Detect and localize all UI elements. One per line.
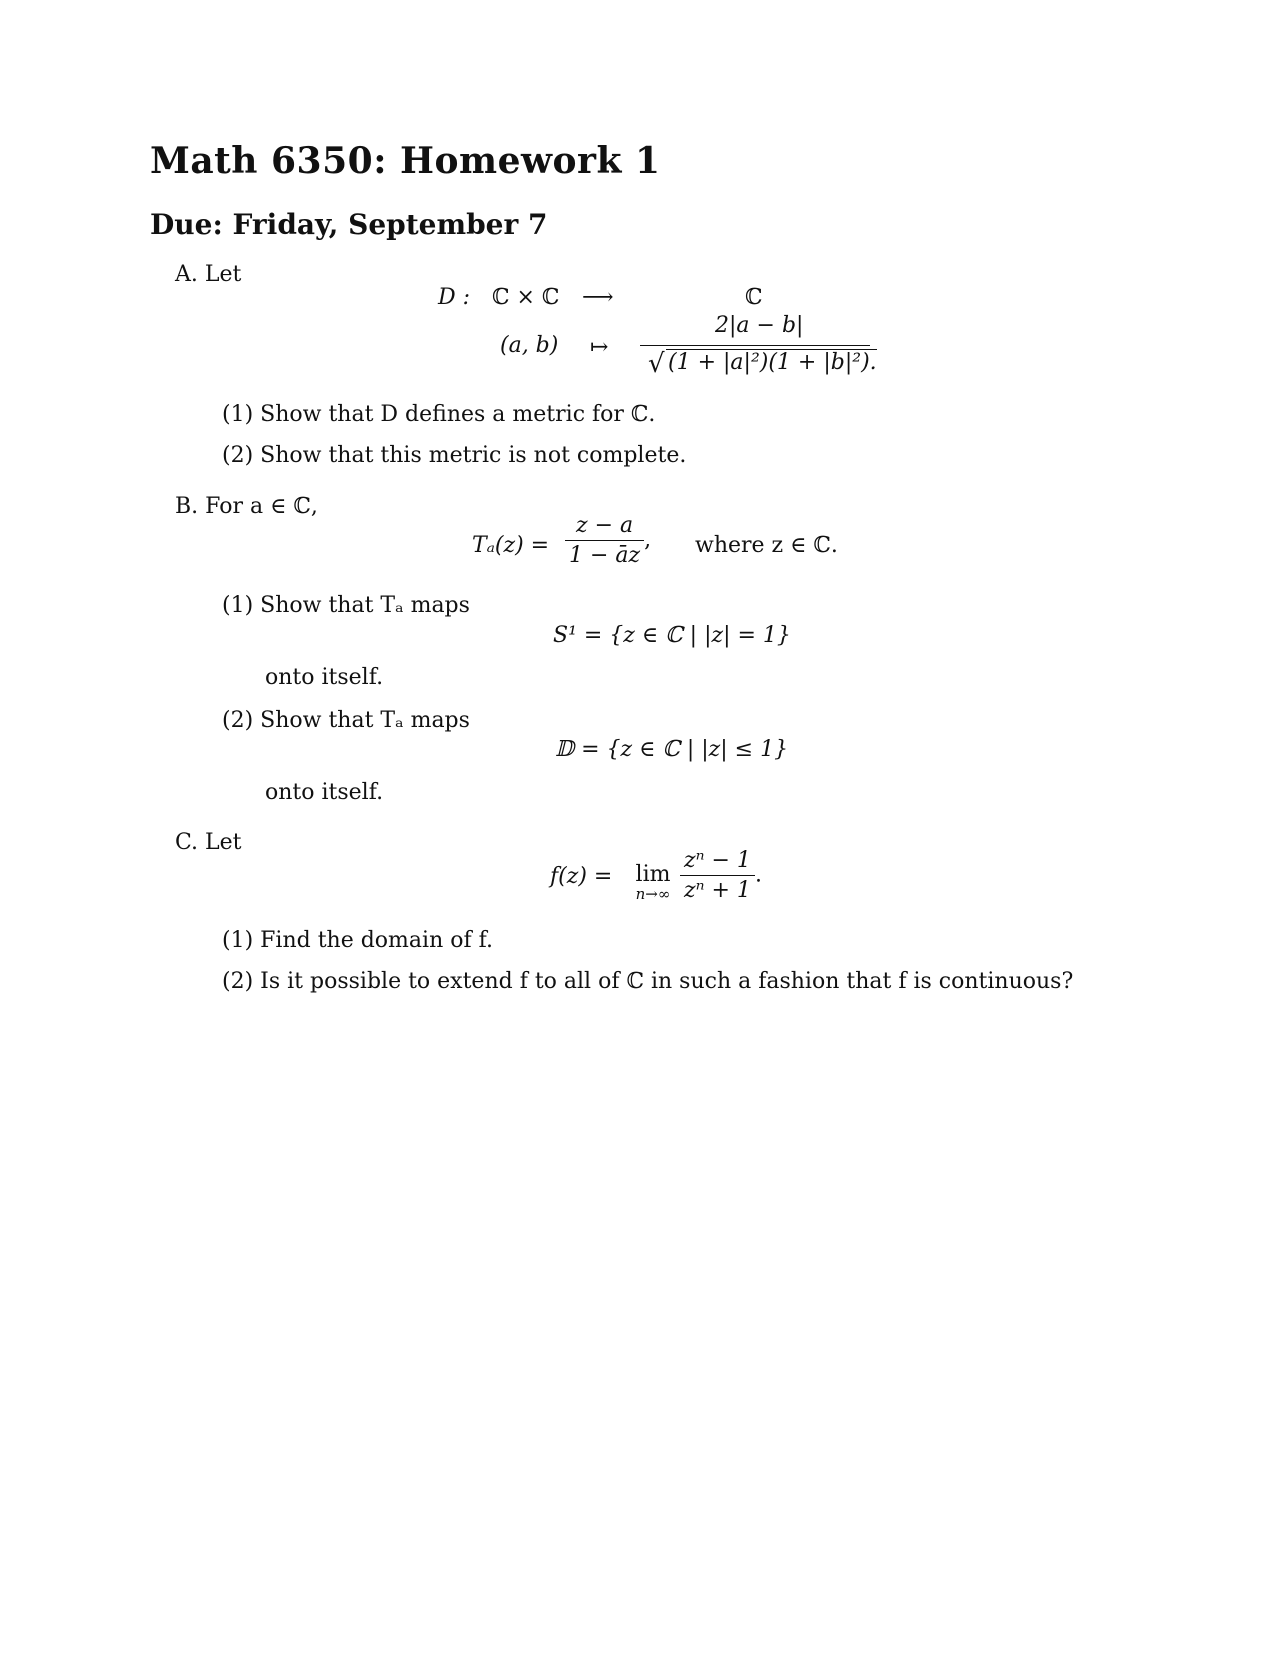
part-c-label: C. Let	[175, 830, 242, 855]
part-b-label: B. For a ∈ ℂ,	[175, 494, 318, 519]
lim-text: lim	[635, 862, 671, 887]
part-a-label: A. Let	[175, 262, 242, 287]
limit-lhs: f(z) =	[550, 864, 613, 889]
limit-denominator: zⁿ + 1	[680, 875, 755, 903]
onto-itself-1: onto itself.	[265, 665, 384, 690]
mobius-comma: ,	[644, 527, 652, 553]
due-date: Due: Friday, September 7	[150, 208, 548, 241]
onto-itself-2: onto itself.	[265, 780, 384, 805]
mobius-numerator: z − a	[575, 513, 634, 538]
map-argument: (a, b)	[500, 333, 559, 358]
part-c-item-2: (2) Is it possible to extend f to all of ℂ in such a fashion that f is continuous?	[222, 969, 1074, 994]
mobius-lhs: Tₐ(z) =	[472, 533, 550, 558]
page-title: Math 6350: Homework 1	[150, 140, 661, 182]
lim-subscript: n→∞	[635, 885, 671, 903]
fraction-bar	[640, 345, 870, 346]
limit-operator	[628, 862, 678, 903]
mobius-denominator: 1 − āz	[565, 540, 644, 568]
part-b-item-2: (2) Show that Tₐ maps	[222, 708, 470, 733]
limit-fraction	[680, 848, 755, 903]
metric-denominator: (1 + |a|²)(1 + |b|²).	[668, 350, 877, 375]
maps-to-arrow: ↦	[590, 335, 609, 360]
part-b-item-1: (1) Show that Tₐ maps	[222, 593, 470, 618]
long-arrow: ⟶	[582, 285, 614, 310]
part-a-item-1: (1) Show that D defines a metric for ℂ.	[222, 402, 656, 427]
limit-numerator: zⁿ − 1	[684, 848, 751, 873]
mobius-where: where z ∈ ℂ.	[695, 533, 838, 558]
disk-set: 𝔻 = {z ∈ ℂ | |z| ≤ 1}	[555, 737, 789, 762]
part-a-item-2: (2) Show that this metric is not complete.	[222, 443, 687, 468]
circle-set: S¹ = {z ∈ ℂ | |z| = 1}	[553, 623, 791, 648]
map-name: D :	[438, 285, 471, 310]
mobius-fraction	[565, 513, 644, 568]
metric-numerator: 2|a − b|	[715, 313, 804, 338]
map-codomain: ℂ	[745, 285, 763, 310]
part-c-item-1: (1) Find the domain of f.	[222, 928, 493, 953]
map-domain: ℂ × ℂ	[492, 285, 560, 310]
sqrt-sign: √	[648, 349, 665, 379]
limit-period: .	[754, 862, 762, 888]
